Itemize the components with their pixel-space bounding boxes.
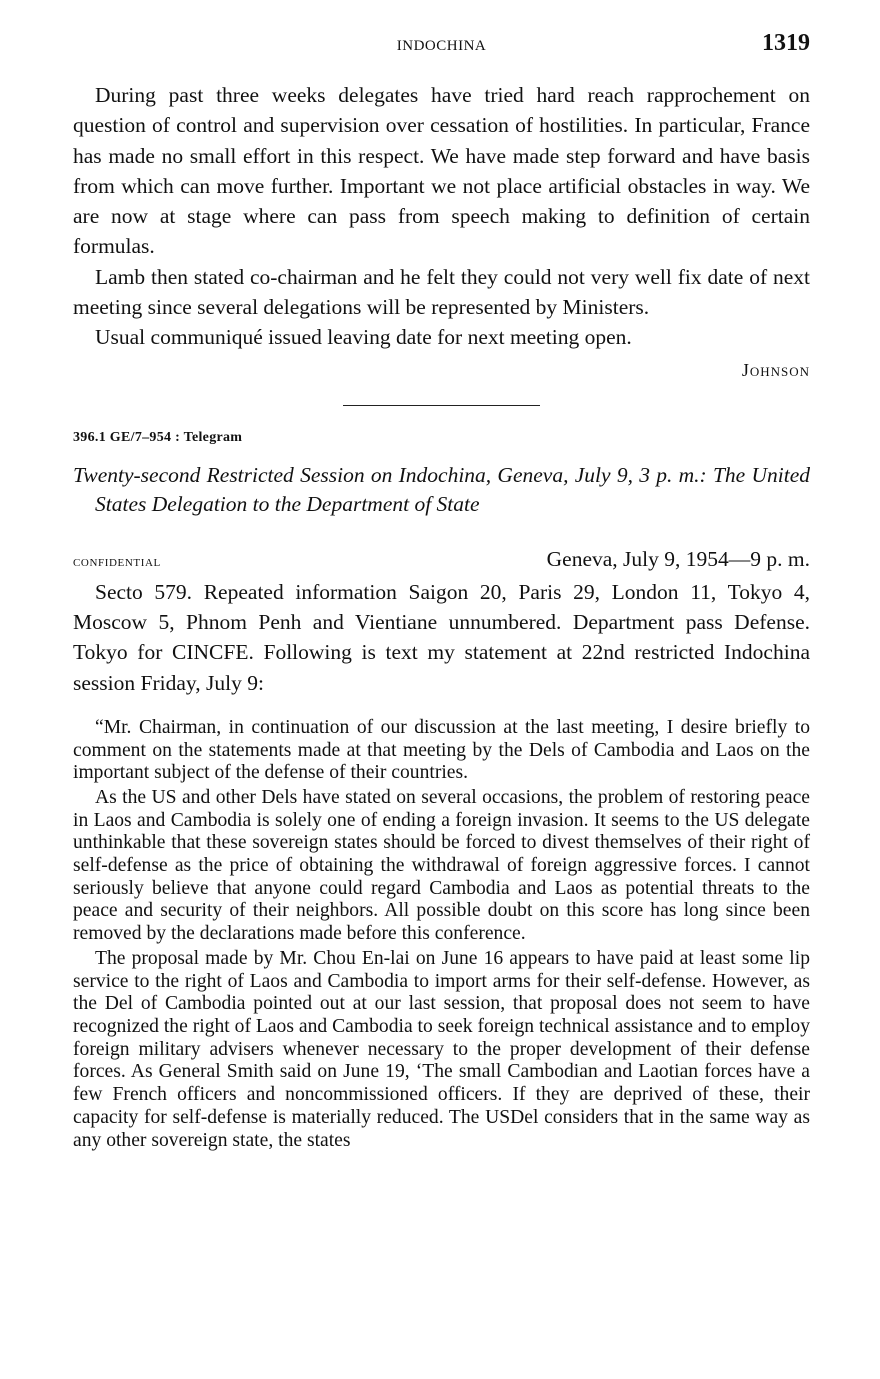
- telegram-opening-paragraph: Secto 579. Repeated information Saigon 20, Paris 29, London 11, Tokyo 4, Moscow 5, Phnom Penh and Vientiane unnumbered. Department pass Defense. Tokyo for CINCFE. Following is text my statement at 22nd restricted Indochina session Friday, July 9:: [73, 579, 810, 695]
- classification-label: confidential: [73, 553, 161, 570]
- file-reference: 396.1 GE/7–954 : Telegram: [73, 429, 243, 445]
- dateline: Geneva, July 9, 1954—9 p. m.: [546, 546, 810, 571]
- body-paragraph: During past three weeks delegates have tried hard reach rapprochement on question of control and supervision over cessation of hostilities. In particular, France has made no small effort in this respect. We have made step forward and have basis from which can move further. Important we not place artificial obstacles in way. We are now at stage where can pass from speech making to definition of certain formulas.: [73, 83, 810, 259]
- signature: Johnson: [741, 359, 810, 380]
- page-number: 1319: [762, 30, 810, 56]
- section-divider: [343, 405, 540, 406]
- statement-paragraph: The proposal made by Mr. Chou En-lai on June 16 appears to have paid at least some lip service to the right of Laos and Cambodia to import arms for their self-defense. However, as the Del of Cambodia pointed out at our last session, that proposal does not seem to have recognized the right of Laos and Cambodia to seek foreign technical assistance and to employ foreign military advisers whenever necessary to the proper development of their defense forces. As General Smith said on June 19, ‘The small Cambodian and Laotian forces have a few French officers and noncommissioned officers. If they are deprived of these, their capacity for self-defense is materially reduced. The USDel considers that in the same way as any other sovereign state, the states: [73, 947, 810, 1151]
- body-paragraph: Lamb then stated co-chairman and he felt they could not very well fix date of next meeting since several delegations will be represented by Ministers.: [73, 264, 810, 320]
- statement-paragraph: As the US and other Dels have stated on several occasions, the problem of restoring peace in Laos and Cambodia is solely one of ending a foreign invasion. It seems to the US delegate unthinkable that these sovereign states should be forced to divest themselves of their right of self-defense as the price of obtaining the withdrawal of foreign aggressive forces. I cannot seriously believe that anyone could regard Cambodia and Laos as potential threats to the peace and security of their neighbors. All possible doubt on this score has long since been removed by the declarations made before this conference.: [73, 786, 810, 945]
- document-title: Twenty-second Restricted Session on Indochina, Geneva, July 9, 3 p. m.: The United States Delegation to the Department of State: [73, 462, 810, 516]
- running-head: [73, 28, 810, 64]
- document-page: [73, 28, 810, 1152]
- statement-paragraph: “Mr. Chairman, in continuation of our discussion at the last meeting, I desire briefly to comment on the statements made at that meeting by the Dels of Cambodia and Laos on the important subject of the defense of their countries.: [73, 716, 810, 784]
- running-title: INDOCHINA: [396, 38, 487, 54]
- body-paragraph: Usual communiqué issued leaving date for next meeting open.: [95, 325, 632, 350]
- classification-dateline-row: [73, 544, 810, 577]
